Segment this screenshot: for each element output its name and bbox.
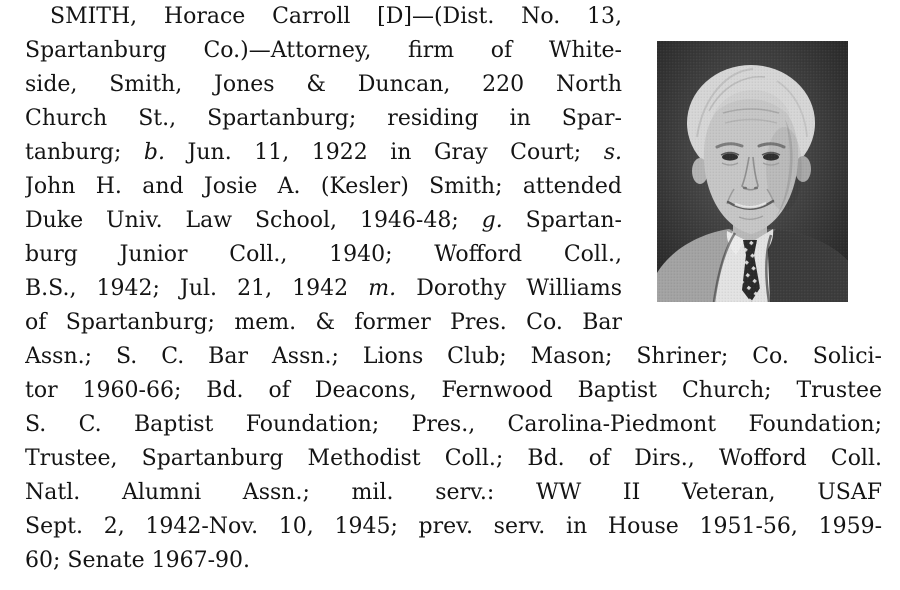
bio-line — [25, 340, 882, 374]
bio-text-segment: of Spartanburg; mem. & former Pres. Co. Bar — [25, 310, 622, 335]
bio-text-segment: Trustee, Spartanburg Methodist Coll.; Bd. of Dirs., Wofford Coll. — [25, 446, 882, 471]
bio-line — [25, 272, 622, 306]
bio-line — [25, 442, 882, 476]
bio-text-segment: Sept. 2, 1942-Nov. 10, 1945; prev. serv. in House 1951-56, 1959- — [25, 514, 882, 539]
bio-line — [25, 374, 882, 408]
bio-text-segment: burg Junior Coll., 1940; Wofford Coll., — [25, 242, 622, 267]
bio-text-segment-italic: g. — [481, 208, 503, 233]
bio-text-segment: side, Smith, Jones & Duncan, 220 North — [25, 72, 622, 97]
bio-text-segment: S. C. Baptist Foundation; Pres., Carolina-Piedmont Foundation; — [25, 412, 882, 437]
bio-text-segment: SMITH, Horace Carroll [D]—(Dist. No. 13, — [50, 4, 622, 29]
portrait-photo-image — [657, 41, 848, 302]
bio-line — [25, 68, 622, 102]
bio-line — [25, 408, 882, 442]
bio-text-segment: Church St., Spartanburg; residing in Spar- — [25, 106, 622, 131]
bio-text-segment: Assn.; S. C. Bar Assn.; Lions Club; Mason; Shriner; Co. Solici- — [25, 344, 882, 369]
bio-text-segment: Spartan- — [502, 208, 622, 233]
bio-text-segment: John H. and Josie A. (Kesler) Smith; attended — [25, 174, 622, 199]
bio-line — [25, 0, 622, 34]
bio-line — [25, 510, 882, 544]
bio-text-segment: Dorothy Williams — [396, 276, 622, 301]
bio-line — [25, 544, 882, 578]
bio-line — [25, 170, 622, 204]
bio-text-segment: Spartanburg Co.)—Attorney, firm of White- — [25, 38, 622, 63]
bio-text-segment: Duke Univ. Law School, 1946-48; — [25, 208, 482, 233]
bio-line — [25, 34, 622, 68]
bio-line — [25, 204, 622, 238]
portrait-photo — [657, 41, 848, 302]
bio-line — [25, 476, 882, 510]
bio-line — [25, 306, 622, 340]
bio-text-segment: Jun. 11, 1922 in Gray Court; — [165, 140, 604, 165]
bio-text-segment: 60; Senate 1967-90. — [25, 548, 251, 573]
bio-line — [25, 238, 622, 272]
bio-line — [25, 102, 622, 136]
bio-text-segment: tor 1960-66; Bd. of Deacons, Fernwood Baptist Church; Trustee — [25, 378, 882, 403]
bio-line — [25, 136, 622, 170]
bio-text-segment-italic: s. — [603, 140, 622, 165]
bio-text-segment-italic: b. — [143, 140, 165, 165]
bio-text-segment: B.S., 1942; Jul. 21, 1942 — [25, 276, 369, 301]
bio-text-segment-italic: m. — [368, 276, 397, 301]
bio-text-segment: tanburg; — [25, 140, 144, 165]
bio-text-segment: Natl. Alumni Assn.; mil. serv.: WW II Veteran, USAF — [25, 480, 882, 505]
